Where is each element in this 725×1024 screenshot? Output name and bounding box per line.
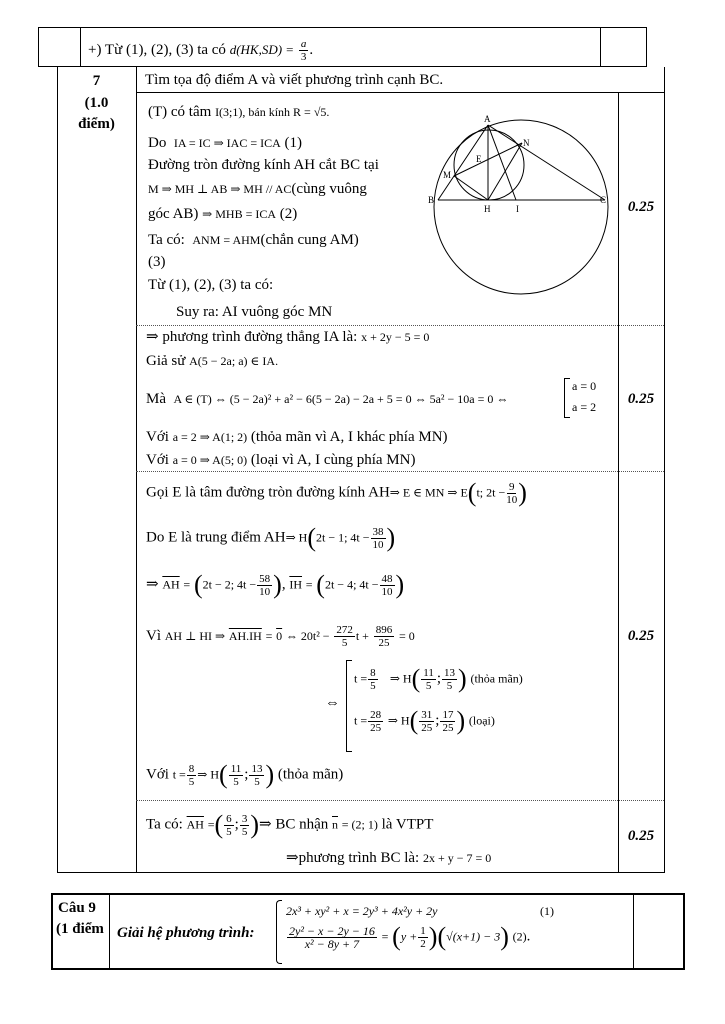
p1-line8: Từ (1), (2), (3) ta có:: [148, 277, 274, 293]
p1-line4: M ⇒ MH ⊥ AB ⇒ MH // AC(cùng vuông: [148, 181, 367, 197]
question-points: (1.0: [84, 95, 109, 111]
top-row-text: +) Từ (1), (2), (3) ta có d(HK,SD) = $\frac{a}{3}$ .: [88, 38, 314, 63]
p3-line4: Vì AH ⊥ HI ⇒ AH.IH = 0 ⇔ 20t² − $\frac{272}{5}$ t + $\frac{896}{25}$ = 0: [146, 624, 415, 649]
p1-line3: Đường tròn đường kính AH cắt BC tại: [148, 157, 379, 173]
fraction: $\frac{a}{3}$: [300, 38, 307, 63]
p1-line7: (3): [148, 254, 166, 270]
p1-line1: (T) có tâm I(3;1), bán kính R = √5.: [148, 104, 330, 120]
p2-line5: Với a = 0 ⇒ A(5; 0) (loại vì A, I cùng phía MN): [146, 452, 416, 468]
question-number: 7: [92, 73, 101, 89]
case-1: a = 0: [572, 379, 597, 393]
label-M: M: [443, 170, 452, 180]
question-prompt: Giải hệ phương trình:: [117, 925, 255, 941]
equation-2: $\frac{\text{2y² − x − 2y − 16}}{\text{x² − 8y + 7}}$ = (y + $\frac{1}{2}$ )(√(x+1) − 3) (2).: [289, 922, 531, 951]
label-N: N: [523, 138, 530, 148]
p2-line4: Với a = 2 ⇒ A(1; 2) (thỏa mãn vì A, I khác phía MN): [146, 429, 448, 445]
p4-line2: ⇒phương trình BC là: 2x + y − 7 = 0: [286, 850, 492, 866]
p2-line3: Mà A ∈ (T) ⇔ (5 − 2a)² + a² − 6(5 − 2a) − 2a + 5 = 0 ⇔ 5a² − 10a = 0 ⇔: [146, 391, 509, 407]
label-E: E: [476, 154, 482, 164]
score: 0.25: [627, 828, 655, 844]
case-bracket: [564, 378, 570, 418]
question-label: Câu 9: [58, 900, 96, 916]
question-title: Tìm tọa độ điểm A và viết phương trình cạnh BC.: [145, 72, 444, 88]
p2-line2: Giả sử A(5 − 2a; a) ∈ IA.: [146, 353, 279, 369]
equation-1: 2x³ + xy² + x = 2y³ + 4x²y + 2y: [286, 904, 438, 918]
geometry-figure: [420, 110, 615, 305]
case-2: a = 2: [572, 400, 597, 414]
equiv-sign: ⇔: [325, 695, 340, 711]
label-C: C: [600, 195, 607, 205]
system-brace: [276, 900, 282, 964]
case-1: t = $\frac{8}{5}$ ⇒ H( $\frac{11}{5}$ ; $\frac{13}{5}$ ) (thỏa mãn): [354, 664, 523, 693]
p3-line2: Do E là trung điểm AH⇒ H(2t − 1; 4t − $\frac{38}{10}$ ): [146, 523, 396, 552]
label-H: H: [484, 204, 491, 214]
score: 0.25: [627, 391, 655, 407]
p3-line5: Với t = $\frac{8}{5}$ ⇒ H( $\frac{11}{5}$ ; $\frac{13}{5}$ ) (thỏa mãn): [146, 760, 344, 789]
label-B: B: [428, 195, 435, 205]
case-2: t = $\frac{28}{25}$ ⇒ H( $\frac{31}{25}$ ; $\frac{17}{25}$ ) (loại): [354, 706, 495, 735]
score: 0.25: [627, 628, 655, 644]
p1-line6: Ta có: ANM = AHM(chắn cung AM): [148, 232, 359, 248]
equation-1-number: (1): [540, 904, 554, 918]
score: 0.25: [627, 199, 655, 215]
p2-line1: ⇒ phương trình đường thẳng IA là: x + 2y − 5 = 0: [146, 329, 430, 345]
label-A: A: [484, 114, 491, 124]
label-I: I: [516, 204, 519, 214]
question-points: (1 điểm: [56, 921, 104, 937]
p4-line1: Ta có: $\overline{AH}$ =( $\frac{6}{5}$ ; $\frac{3}{5}$ )⇒ BC nhận $\overline{n} = (2$; 1) là VTPT: [146, 810, 434, 839]
case-bracket: [346, 660, 352, 752]
p1-line5: góc AB) ⇒ MHB = ICA (2): [148, 206, 298, 222]
p1-line9: Suy ra: AI vuông góc MN: [176, 304, 333, 320]
p3-line3: ⇒ $\overline{AH} = (2t - 2$; 4t − $\frac{58}{10}$ ), $\overline{IH} = (2t - 4$; 4t − $\frac{48}{10}$ ): [146, 570, 405, 599]
p3-line1: Gọi E là tâm đường tròn đường kính AH⇒ E ∈ MN ⇒ E(t; 2t − $\frac{9}{10}$ ): [146, 478, 527, 507]
p1-line2: Do IA = IC ⇒ IAC = ICA (1): [148, 135, 303, 151]
question-points-unit: điểm): [78, 116, 115, 132]
